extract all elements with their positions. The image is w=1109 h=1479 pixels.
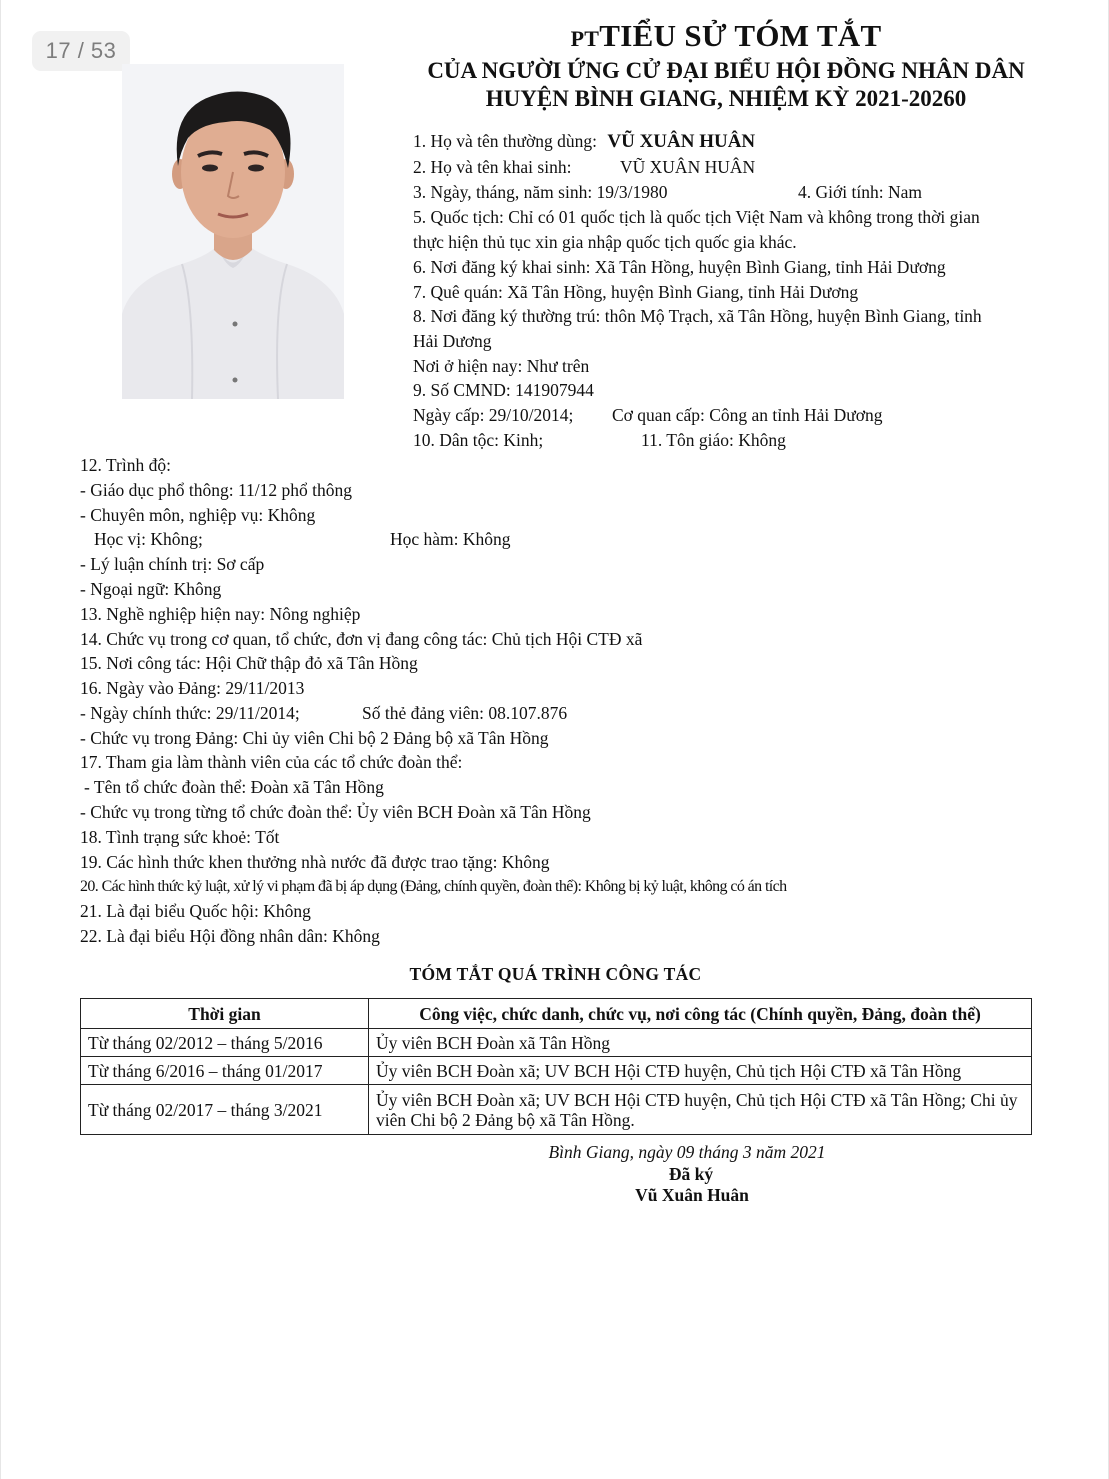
table-cell-time: Từ tháng 02/2017 – tháng 3/2021	[81, 1085, 369, 1135]
bio-id-issue-agency: Cơ quan cấp: Công an tỉnh Hải Dương	[612, 405, 883, 425]
column-header-job: Công việc, chức danh, chức vụ, nơi công tác (Chính quyền, Đảng, đoàn thể)	[369, 999, 1032, 1029]
bio-permanent-residence: 8. Nơi đăng ký thường trú: thôn Mộ Trạch, xã Tân Hồng, huyện Bình Giang, tỉnh	[413, 306, 982, 326]
portrait-illustration	[122, 64, 344, 399]
signature-name: Vũ Xuân Huân	[635, 1185, 749, 1205]
bio-position: 14. Chức vụ trong cơ quan, tổ chức, đơn vị đang công tác: Chủ tịch Hội CTĐ xã	[80, 629, 643, 649]
document-subtitle-1: CỦA NGƯỜI ỨNG CỬ ĐẠI BIỂU HỘI ĐỒNG NHÂN DÂN	[427, 58, 1025, 83]
bio-academic-degree: Học vị: Không;	[94, 529, 203, 549]
bio-religion: 11. Tôn giáo: Không	[641, 430, 786, 450]
bio-political-theory: - Lý luận chính trị: Sơ cấp	[80, 554, 265, 574]
bio-permanent-residence-cont: Hải Dương	[413, 331, 492, 351]
table-cell-job: Ủy viên BCH Đoàn xã; UV BCH Hội CTĐ huyện, Chủ tịch Hội CTĐ xã Tân Hồng	[369, 1057, 1032, 1085]
bio-peoples-council: 22. Là đại biểu Hội đồng nhân dân: Không	[80, 926, 380, 946]
bio-common-name	[413, 130, 755, 153]
bio-party-card-number: Số thẻ đảng viên: 08.107.876	[362, 703, 568, 723]
table-cell-job: Ủy viên BCH Đoàn xã; UV BCH Hội CTĐ huyện, Chủ tịch Hội CTĐ xã Tân Hồng; Chi ủy viên Chi bộ 2 Đảng bộ xã Tân Hồng.	[369, 1085, 1032, 1135]
bio-workplace: 15. Nơi công tác: Hội Chữ thập đỏ xã Tân Hồng	[80, 653, 418, 673]
column-header-time: Thời gian	[81, 999, 369, 1029]
bio-foreign-language: - Ngoại ngữ: Không	[80, 579, 222, 599]
bio-gender: 4. Giới tính: Nam	[798, 182, 922, 202]
table-cell-job: Ủy viên BCH Đoàn xã Tân Hồng	[369, 1029, 1032, 1057]
bio-general-education: - Giáo dục phổ thông: 11/12 phổ thông	[80, 480, 353, 500]
bio-hometown: 7. Quê quán: Xã Tân Hồng, huyện Bình Giang, tỉnh Hải Dương	[413, 282, 859, 302]
document-title-block	[381, 18, 1071, 113]
signature-signed: Đã ký	[668, 1164, 714, 1184]
bio-current-residence: Nơi ở hiện nay: Như trên	[413, 356, 590, 376]
bio-specialization: - Chuyên môn, nghiệp vụ: Không	[80, 505, 316, 525]
title-prefix: PT	[570, 26, 600, 51]
document-subtitle-2: HUYỆN BÌNH GIANG, NHIỆM KỲ 2021-20260	[485, 86, 967, 111]
bio-organization-position: - Chức vụ trong từng tổ chức đoàn thể: Ủy viên BCH Đoàn xã Tân Hồng	[80, 802, 591, 822]
work-history-title: TÓM TẮT QUÁ TRÌNH CÔNG TÁC	[409, 964, 702, 984]
common-name-label: 1. Họ và tên thường dùng:	[413, 131, 597, 151]
bio-nationality-cont: thực hiện thủ tục xin gia nhập quốc tịch quốc gia khác.	[413, 232, 797, 252]
bio-health: 18. Tình trạng sức khoẻ: Tốt	[80, 827, 280, 847]
bio-awards: 19. Các hình thức khen thưởng nhà nước đã được trao tặng: Không	[80, 852, 550, 872]
table-cell-time: Từ tháng 6/2016 – tháng 01/2017	[81, 1057, 369, 1085]
table-row	[81, 1057, 1032, 1085]
bio-academic-title: Học hàm: Không	[390, 529, 511, 549]
bio-nationality: 5. Quốc tịch: Chỉ có 01 quốc tịch là quốc tịch Việt Nam và không trong thời gian	[413, 207, 980, 227]
bio-birth-registration: 6. Nơi đăng ký khai sinh: Xã Tân Hồng, huyện Bình Giang, tỉnh Hải Dương	[413, 257, 946, 277]
bio-birth-name	[413, 156, 571, 178]
portrait-photo	[122, 64, 344, 399]
table-header-row	[81, 999, 1032, 1029]
table-row	[81, 1029, 1032, 1057]
bio-ethnicity: 10. Dân tộc: Kinh;	[413, 430, 544, 450]
birth-name-label: 2. Họ và tên khai sinh:	[413, 157, 572, 177]
work-history-table	[80, 998, 1032, 1135]
table-cell-time: Từ tháng 02/2012 – tháng 5/2016	[81, 1029, 369, 1057]
bio-occupation: 13. Nghề nghiệp hiện nay: Nông nghiệp	[80, 604, 361, 624]
bio-party-position: - Chức vụ trong Đảng: Chi ủy viên Chi bộ 2 Đảng bộ xã Tân Hồng	[80, 728, 549, 748]
bio-id-number: 9. Số CMND: 141907944	[413, 380, 594, 400]
bio-education-heading: 12. Trình độ:	[80, 455, 171, 475]
bio-national-assembly: 21. Là đại biểu Quốc hội: Không	[80, 901, 311, 921]
document-title	[381, 18, 1071, 57]
bio-discipline: 20. Các hình thức kỷ luật, xử lý vi phạm đã bị áp dụng (Đảng, chính quyền, đoàn thể): Không bị kỷ luật, không có án tích	[80, 878, 787, 895]
bio-organization-name: - Tên tổ chức đoàn thể: Đoàn xã Tân Hồng	[84, 777, 384, 797]
page-counter: 17 / 53	[32, 31, 130, 71]
bio-party-official-date: - Ngày chính thức: 29/11/2014;	[80, 703, 300, 723]
bio-id-issue-date: Ngày cấp: 29/10/2014;	[413, 405, 574, 425]
title-text: TIỂU SỬ TÓM TẮT	[599, 18, 882, 53]
table-row	[81, 1085, 1032, 1135]
bio-birth-date: 3. Ngày, tháng, năm sinh: 19/3/1980	[413, 182, 668, 202]
signature-place-date: Bình Giang, ngày 09 tháng 3 năm 2021	[548, 1142, 826, 1162]
bio-party-join-date: 16. Ngày vào Đảng: 29/11/2013	[80, 678, 305, 698]
common-name-value: VŨ XUÂN HUÂN	[607, 131, 756, 152]
birth-name-value: VŨ XUÂN HUÂN	[620, 157, 756, 177]
bio-organizations: 17. Tham gia làm thành viên của các tổ chức đoàn thể:	[80, 752, 463, 772]
